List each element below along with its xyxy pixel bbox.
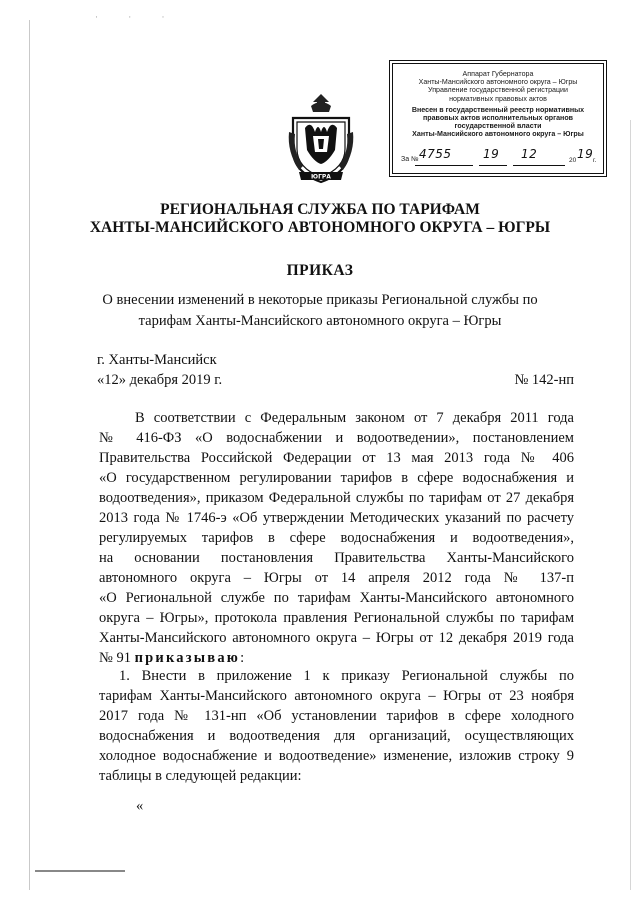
text-line: «О Региональной службе по тарифам Ханты-Мансийского автономного [99, 590, 574, 606]
stamp-line: Управление государственной регистрации [428, 86, 568, 95]
text-line: В соответствии с Федеральным законом от 7 декабря 2011 года [135, 410, 574, 426]
text-line: 2017 года № 131-нп «Об установлении тарифов в сфере холодного [99, 708, 574, 724]
registration-stamp [392, 63, 604, 174]
stamp-reg-label: За № [401, 156, 419, 163]
text-line: водоснабжения и водоотведения для организаций, осуществляющих [99, 728, 574, 744]
stamp-line: Ханты-Мансийского автономного округа – Югры [418, 78, 578, 87]
scan-specks: · · · [95, 12, 179, 22]
stamp-registration-line [401, 147, 597, 166]
text-line: 1. Внести в приложение 1 к приказу Региональной службы по [119, 668, 574, 684]
stamp-year-prefix: 20 [569, 157, 577, 164]
stamp-reg-day: 19 [483, 147, 500, 161]
text-line: водоотведения», приказом Федеральной службы по тарифам от 27 декабря [99, 490, 574, 506]
stamp-reg-number: 4755 [419, 147, 452, 161]
agency-title-line1: РЕГИОНАЛЬНАЯ СЛУЖБА ПО ТАРИФАМ [160, 201, 480, 218]
issue-city: г. Ханты-Мансийск [97, 352, 217, 368]
text-line: 2013 года № 1746-э «Об утверждении Методических указаний по расчету [99, 510, 574, 526]
scan-artifact [35, 870, 125, 872]
order-number: № 142-нп [514, 372, 574, 388]
subject-line1: О внесении изменений в некоторые приказы Региональной службы по [102, 292, 538, 308]
stamp-line: Аппарат Губернатора [462, 70, 534, 78]
subject-line2: тарифам Ханты-Мансийского автономного округа – Югры [138, 313, 502, 329]
preamble-paragraph [99, 408, 574, 668]
colon: : [240, 650, 245, 666]
text-line: тарифам Ханты-Мансийского автономного округа – Югры от 23 ноября [99, 688, 574, 704]
document-type-heading: ПРИКАЗ [286, 262, 354, 279]
text-line: на основании постановления Правительства Ханты-Мансийского [99, 550, 574, 566]
stamp-reg-year: 19 [577, 147, 594, 161]
text-line: № 416-ФЗ «О водоснабжении и водоотведении», постановлением [99, 430, 574, 446]
emblem-banner-text: ЮГРА [311, 173, 331, 181]
stamp-year-suffix: г. [593, 157, 597, 164]
text-line: автономного округа – Югры от 14 апреля 2012 года № 137-п [99, 570, 574, 586]
stamp-line: государственной власти [454, 122, 542, 131]
coat-of-arms-emblem [285, 92, 357, 188]
agency-title-line2: ХАНТЫ-МАНСИЙСКОГО АВТОНОМНОГО ОКРУГА – ЮГРЫ [89, 219, 551, 236]
stamp-reg-month: 12 [521, 147, 538, 161]
item-1-paragraph [99, 666, 574, 786]
open-quote-mark: « [136, 798, 144, 814]
text-line: регулируемых тарифов в сфере водоснабжения и водоотведения», [99, 530, 574, 546]
stamp-line: правовых актов исполнительных органов [422, 114, 574, 123]
text-line: холодное водоснабжение и водоотведение» изменение, изложив строку 9 [99, 748, 574, 764]
stamp-line: Внесен в государственный реестр нормативных [411, 105, 585, 114]
stamp-line: нормативных правовых актов [449, 94, 547, 103]
order-keyword: приказываю [134, 650, 241, 666]
text-line: округа – Югры», протокола правления Региональной службы по тарифам [99, 610, 574, 626]
text-line: «О государственном регулировании тарифов в сфере водоснабжения и [99, 470, 574, 486]
issue-date: «12» декабря 2019 г. [97, 372, 223, 388]
text-line: таблицы в следующей редакции: [99, 768, 302, 784]
scan-margin-line [29, 20, 30, 890]
text-line: Ханты-Мансийского автономного округа – Югры от 12 декабря 2019 года [99, 630, 574, 646]
stamp-line: Ханты-Мансийского автономного округа – Югры [412, 130, 584, 139]
text-line [99, 648, 574, 668]
protocol-number: № 91 [99, 650, 135, 666]
text-line: Правительства Российской Федерации от 13 мая 2013 года № 406 [99, 450, 574, 466]
